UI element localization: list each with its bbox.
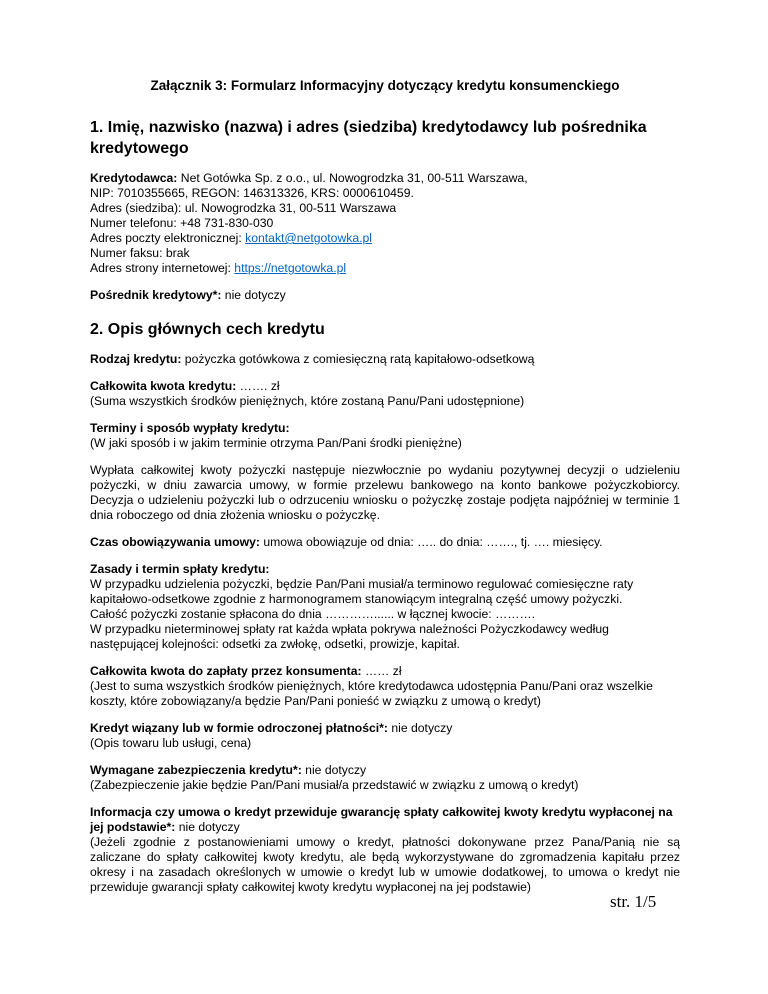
intermediary-label: Pośrednik kredytowy*: [90, 288, 222, 302]
repayment-line-2: Całość pożyczki zostanie spłacona do dnia …………...... w łącznej kwocie: ………. [90, 607, 536, 621]
collateral-value: nie dotyczy [301, 763, 367, 777]
payout-paragraph: Wypłata całkowitej kwoty pożyczki następuje niezwłocznie po wydaniu pozytywnej decyzji o udzieleniu pożyczki, w dniu zawarcia umowy, w formie przelewu bankowego na konto bankowe pożyczkobiorcy. Decyzja o udzieleniu pożyczki lub o odrzuceniu wniosku o pożyczkę zostaje podjęta najpóźniej w terminie 1 dnia roboczego od dnia złożenia wniosku o pożyczkę. [90, 463, 680, 522]
credit-type-label: Rodzaj kredytu: [90, 352, 182, 366]
contract-term [90, 535, 680, 550]
repayment-line-1: W przypadku udzielenia pożyczki, będzie Pan/Pani musiał/a terminowo regulować comiesięczne raty kapitałowo-odsetkowe zgodnie z harmonogramem stanowiącym integralną część umowy pożyczki. [90, 577, 634, 606]
lender-label: Kredytodawca: [90, 171, 178, 185]
total-payable-label: Całkowita kwota do zapłaty przez konsumenta: [90, 664, 362, 678]
website-link[interactable]: https://netgotowka.pl [234, 261, 347, 275]
deferred-credit [90, 721, 680, 751]
total-amount-note: (Suma wszystkich środków pieniężnych, które zostaną Panu/Pani udostępnione) [90, 394, 525, 408]
page-number: str. 1/5 [610, 892, 657, 911]
term-value: umowa obowiązuje od dnia: ….. do dnia: ……., tj. …. miesięcy. [259, 535, 603, 549]
email-link[interactable]: kontakt@netgotowka.pl [245, 231, 372, 245]
deferred-note: (Opis towaru lub usługi, cena) [90, 736, 252, 750]
payout-note: (W jaki sposób i w jakim terminie otrzyma Pan/Pani środki pieniężne) [90, 436, 462, 450]
intermediary-info [90, 288, 680, 303]
total-payable-value: …… zł [361, 664, 402, 678]
deferred-label: Kredyt wiązany lub w formie odroczonej płatności*: [90, 721, 388, 735]
collateral-label: Wymagane zabezpieczenia kredytu*: [90, 763, 302, 777]
total-amount-label: Całkowita kwota kredytu: [90, 379, 237, 393]
total-credit-amount [90, 379, 680, 409]
section2-heading: 2. Opis głównych cech kredytu [90, 321, 325, 338]
fax-line: Numer faksu: brak [90, 246, 190, 260]
website-label: Adres strony internetowej: [90, 261, 235, 275]
intermediary-value: nie dotyczy [221, 288, 286, 302]
email-label: Adres poczty elektronicznej: [90, 231, 246, 245]
deferred-value: nie dotyczy [387, 721, 453, 735]
credit-type-value: pożyczka gotówkowa z comiesięczną ratą kapitałowo-odsetkową [181, 352, 535, 366]
credit-type [90, 352, 680, 367]
repayment-label: Zasady i termin spłaty kredytu: [90, 562, 270, 576]
phone-line: Numer telefonu: +48 731-830-030 [90, 216, 274, 230]
repayment-guarantee [90, 805, 680, 895]
guarantee-value: nie dotyczy [175, 820, 240, 834]
website-line [90, 261, 680, 276]
section1-heading: 1. Imię, nazwisko (nazwa) i adres (siedziba) kredytodawcy lub pośrednika kredytowego [90, 119, 647, 157]
total-payable-note: (Jest to suma wszystkich środków pieniężnych, które kredytodawca udostępnia Panu/Pani oraz wszelkie koszty, które zobowiązany/a będzie Pan/Pani ponieść w związku z umową o kredyt) [90, 679, 653, 708]
guarantee-note: (Jeżeli zgodnie z postanowieniami umowy o kredyt, płatności dokonywane przez Pana/Panią nie są zaliczane do spłaty całkowitej kwoty kredytu, ale będą wykorzystywane do zgromadzenia kapitału przez okresy i na zasadach określonych w umowie o kredyt lub w umowie dodatkowej, to umowa o kredyt nie przewiduje gwarancji spłaty całkowitej kwoty kredytu wypłaconej na jej podstawie) [90, 835, 680, 894]
lender-line [90, 171, 680, 186]
guarantee-label: Informacja czy umowa o kredyt przewiduje gwarancję spłaty całkowitej kwoty kredytu wypłaconej na jej podstawie*: [90, 805, 673, 834]
repayment-rules [90, 562, 680, 652]
email-line [90, 231, 680, 246]
total-amount-value: ……. zł [236, 379, 280, 393]
repayment-line-3: W przypadku nieterminowej spłaty rat każda wpłata pokrywa należności Pożyczkodawcy według następującej kolejności: odsetki za zwłokę, odsetki, prowizje, kapitał. [90, 622, 609, 651]
lender-value: Net Gotówka Sp. z o.o., ul. Nowogrodzka 31, 00-511 Warszawa, [177, 171, 528, 185]
total-payable [90, 664, 680, 709]
payout-terms [90, 421, 680, 451]
nip-line: NIP: 7010355665, REGON: 146313326, KRS: 0000610459. [90, 186, 414, 200]
document-title: Załącznik 3: Formularz Informacyjny dotyczący kredytu konsumenckiego [150, 78, 620, 93]
document-page [90, 78, 680, 907]
payout-label: Terminy i sposób wypłaty kredytu: [90, 421, 290, 435]
address-line: Adres (siedziba): ul. Nowogrodzka 31, 00-511 Warszawa [90, 201, 397, 215]
collateral-note: (Zabezpieczenie jakie będzie Pan/Pani musiał/a przedstawić w związku z umową o kredyt) [90, 778, 579, 792]
collateral [90, 763, 680, 793]
lender-details [90, 171, 680, 276]
term-label: Czas obowiązywania umowy: [90, 535, 260, 549]
